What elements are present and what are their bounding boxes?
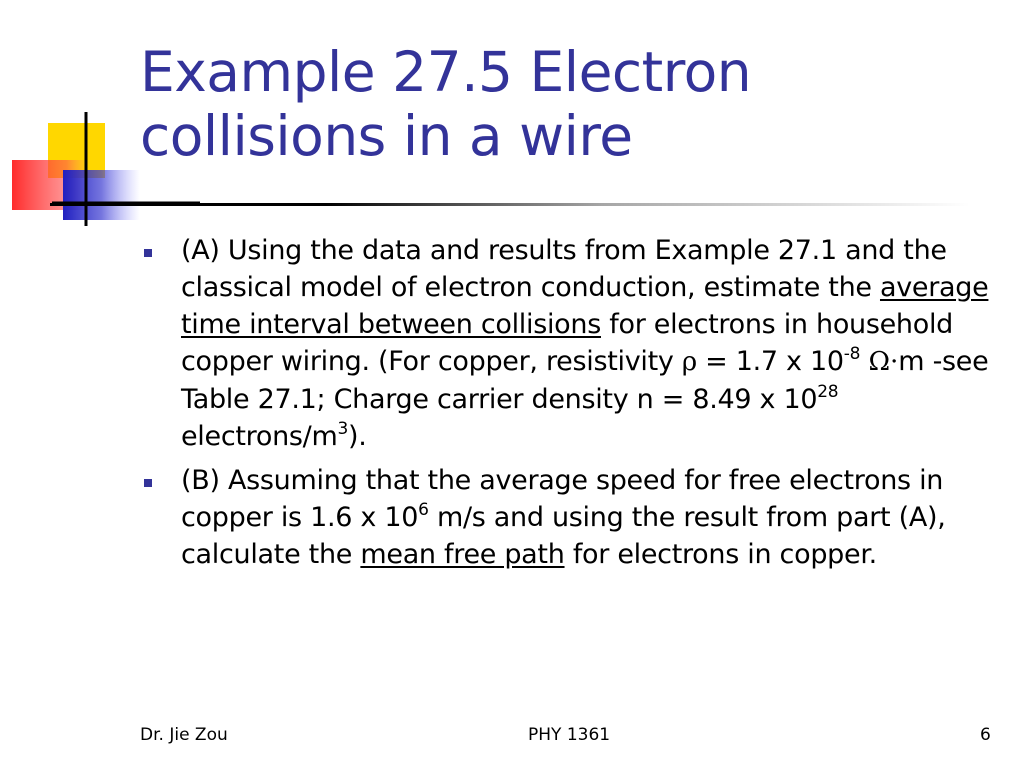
bullet-text-b: (B) Assuming that the average speed for free electrons in copper is 1.6 x $10^6$ m/s and using the result from part (A), calculate the mean free path for electrons in copper. (181, 465, 946, 570)
footer-course: PHY 1361 (528, 725, 611, 745)
bullet-square-icon (144, 249, 152, 257)
slide-title (140, 40, 1000, 168)
footer-author: Dr. Jie Zou (140, 725, 228, 745)
title-line-1: Example 27.5 Electron (140, 40, 752, 104)
ohm-symbol: Ω⋅ (868, 347, 899, 377)
title-underline-rule (50, 203, 970, 206)
bullet-item-b (140, 462, 1000, 573)
bullet-text-a: (A) Using the data and results from Example 27.1 and the classical model of electron conduction, estimate the average time interval between collisions for electrons in household copper wiring. (For copper, resistivity ρ = 1.7 x $10^{-8}$ Ω⋅m -see Table 27.1; Charge carrier density n = 8.49 x $10^{28}$ electrons/$m^3$). (181, 235, 989, 452)
bullet-list (140, 232, 1000, 580)
underlined-phrase: average time interval between collisions (181, 272, 989, 340)
underlined-phrase: mean free path (360, 539, 565, 570)
rho-symbol: ρ (681, 347, 697, 377)
bullet-item-a (140, 232, 1000, 455)
title-line-2: collisions in a wire (140, 104, 633, 168)
deco-blue-bar (63, 170, 140, 220)
footer-page-number: 6 (980, 725, 991, 745)
bullet-square-icon (144, 479, 152, 487)
